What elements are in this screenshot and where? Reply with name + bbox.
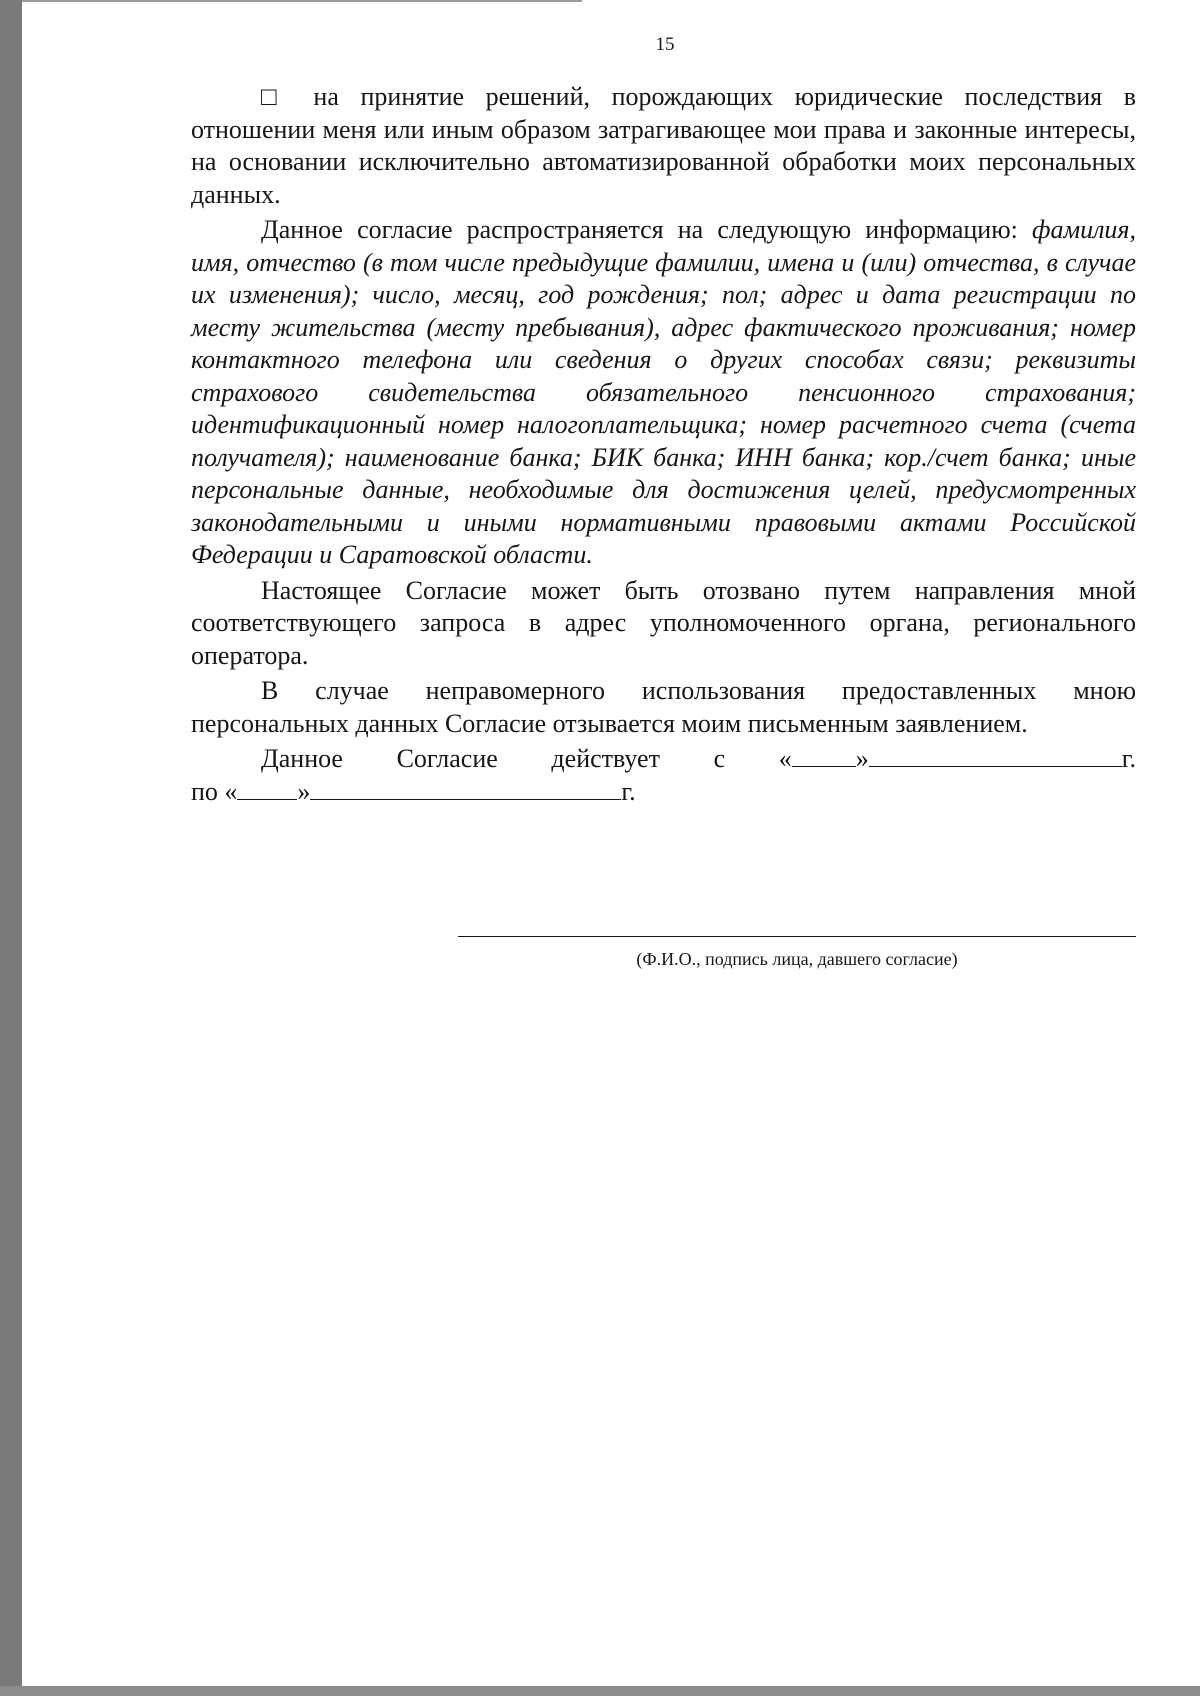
signature-line[interactable]	[458, 936, 1136, 937]
validity-end-line	[191, 776, 1136, 809]
consent-scope-data-list: фамилия, имя, отчество (в том числе предыдущие фамилии, имена и (или) отчества, в случае их изменения); число, месяц, год рождения; пол; адрес и дата регистрации по месту жительства (месту пребывания), адрес фактического проживания; номер контактного телефона или сведения о других способах связи; реквизиты страхового свидетельства обязательного пенсионного страхования; идентификационный номер налогоплательщика; номер расчетного счета (счета получателя); наименование банка; БИК банка; ИНН банка; кор./счет банка; иные персональные данные, необходимые для достижения целей, предусмотренных законодательными и иными нормативными правовыми актами Российской Федерации и Саратовской области.	[191, 215, 1136, 569]
end-close-quote: »	[297, 776, 311, 806]
page-number: 15	[655, 34, 675, 55]
signature-caption: (Ф.И.О., подпись лица, давшего согласие)	[636, 949, 958, 969]
scan-edge-left	[0, 0, 22, 1696]
end-date-prefix: по «	[191, 776, 238, 806]
validity-word-4: с	[713, 744, 726, 773]
paragraph-revocation: Настоящее Согласие может быть отозвано путем направления мной соответствующего запроса в адрес уполномоченного органа, регионального оператора.	[191, 575, 1136, 670]
paragraph-consent-scope	[191, 214, 1136, 572]
end-year-suffix: г.	[621, 776, 636, 806]
validity-word-1: Данное	[261, 744, 343, 773]
start-open-quote: «	[778, 744, 792, 773]
validity-start-line	[191, 743, 1136, 776]
validity-word-3: действует	[551, 744, 660, 773]
scan-edge-top	[22, 0, 582, 2]
start-day-blank[interactable]	[792, 744, 856, 767]
consent-scope-lead: Данное согласие распространяется на следующую информацию:	[261, 215, 1018, 244]
end-day-blank[interactable]	[237, 777, 297, 800]
document-body	[191, 81, 1136, 808]
scan-edge-bottom	[0, 1686, 1200, 1696]
start-month-year-blank[interactable]	[869, 744, 1122, 767]
paragraph-automated-decisions: □ на принятие решений, порождающих юридические последствия в отношении меня или иным образом затрагивающее мои права и законные интересы, на основании исключительно автоматизированной обработки моих персональных данных.	[191, 82, 1136, 209]
validity-word-2: Согласие	[396, 744, 498, 773]
start-date-field	[779, 743, 1136, 776]
start-close-quote: »	[855, 744, 869, 773]
paragraph-unlawful-use: В случае неправомерного использования предоставленных мною персональных данных Согласие отзывается моим письменным заявлением.	[191, 676, 1136, 738]
end-month-year-blank[interactable]	[310, 777, 621, 800]
start-year-suffix: г.	[1121, 744, 1136, 773]
